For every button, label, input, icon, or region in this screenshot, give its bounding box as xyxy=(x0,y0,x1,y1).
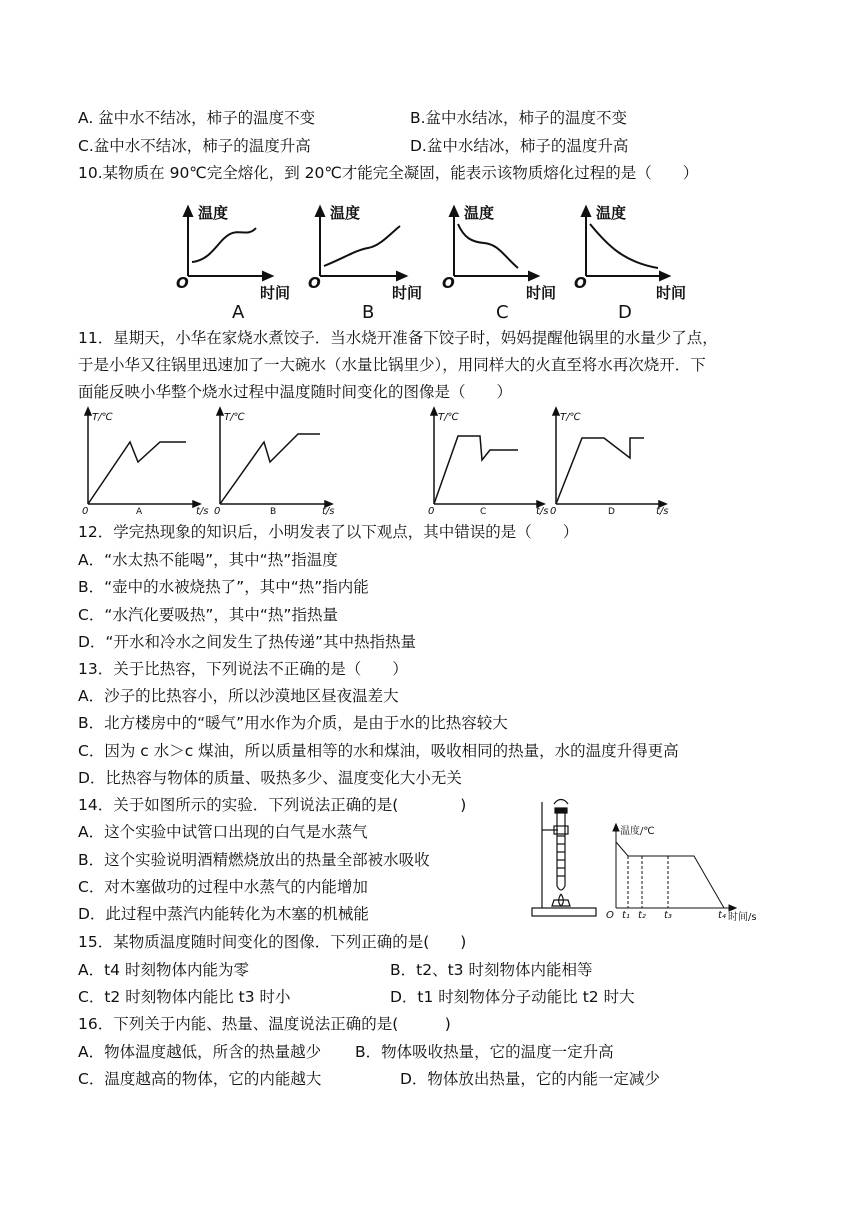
q15-option-d: D．t1 时刻物体分子动能比 t2 时大 xyxy=(390,988,635,1006)
q15-option-c: C．t2 时刻物体内能比 t3 时小 xyxy=(78,988,291,1006)
q10-letter-d: D xyxy=(618,302,632,323)
q11-letter-a: A xyxy=(136,507,143,516)
q12-option-a: A．“水太热不能喝”，其中“热”指温度 xyxy=(78,551,338,569)
q16-option-a: A．物体温度越低，所含的热量越少 xyxy=(78,1043,322,1061)
q11-d-ylabel: T/℃ xyxy=(560,412,581,423)
q11-b-xlabel: t/s xyxy=(322,506,335,516)
q10-d-xlabel: 时间 xyxy=(656,284,687,302)
q13-option-d: D．比热容与物体的质量、吸热多少、温度变化大小无关 xyxy=(78,769,462,787)
q11-stem-line3: 面能反映小华整个烧水过程中温度随时间变化的图像是（ ） xyxy=(78,383,513,401)
q15-tick-t2: t₂ xyxy=(638,910,646,921)
q13-option-b: B．北方楼房中的“暖气”用水作为介质，是由于水的比热容较大 xyxy=(78,714,508,732)
q12-option-b: B．“壶中的水被烧热了”，其中“热”指内能 xyxy=(78,578,369,596)
q10-b-ylabel: 温度 xyxy=(330,204,361,222)
q15-tick-t1: t₁ xyxy=(622,910,630,921)
q10-a-ylabel: 温度 xyxy=(198,204,229,222)
q16-option-d: D．物体放出热量，它的内能一定减少 xyxy=(400,1070,660,1088)
q15-graph-xlabel: 时间/s xyxy=(728,912,757,923)
q10-d-ylabel: 温度 xyxy=(596,204,627,222)
q11-b-ylabel: T/℃ xyxy=(224,412,245,423)
q11-letter-b: B xyxy=(270,507,277,516)
q11-graphs-figure xyxy=(78,404,678,516)
q10-stem: 10.某物质在 90℃完全熔化，到 20℃才能完全凝固，能表示该物质熔化过程的是（ ） xyxy=(78,164,699,182)
q12-stem: 12．学完热现象的知识后，小明发表了以下观点，其中错误的是（ ） xyxy=(78,523,579,541)
q10-a-xlabel: 时间 xyxy=(260,284,291,302)
q11-b-origin: 0 xyxy=(214,506,221,516)
q11-stem-line2: 于是小华又往锅里迅速加了一大碗水（水量比锅里少），用同样大的火直至将水再次烧开．下 xyxy=(78,356,706,374)
q14-option-d: D．此过程中蒸汽内能转化为木塞的机械能 xyxy=(78,905,369,923)
q10-a-origin: O xyxy=(176,274,189,292)
q11-letter-d: D xyxy=(608,507,615,516)
test-tube-apparatus-illustration xyxy=(528,796,602,922)
q11-a-origin: 0 xyxy=(82,506,89,516)
q10-b-xlabel: 时间 xyxy=(392,284,423,302)
q10-b-origin: O xyxy=(308,274,321,292)
q14-option-b: B．这个实验说明酒精燃烧放出的热量全部被水吸收 xyxy=(78,851,430,869)
q9-option-a: A. 盆中水不结冰，柿子的温度不变 xyxy=(78,109,316,127)
q15-tick-t4: t₄ xyxy=(718,910,726,921)
q10-c-xlabel: 时间 xyxy=(526,284,557,302)
q12-option-c: C．“水汽化要吸热”，其中“热”指热量 xyxy=(78,606,338,624)
q15-graph-origin: O xyxy=(606,910,614,921)
q11-letter-c: C xyxy=(480,507,487,516)
q14-option-c: C．对木塞做功的过程中水蒸气的内能增加 xyxy=(78,878,368,896)
q10-letter-a: A xyxy=(232,302,245,323)
q14-stem: 14．关于如图所示的实验．下列说法正确的是( ) xyxy=(78,796,467,814)
q10-letter-c: C xyxy=(496,302,509,323)
q16-option-c: C．温度越高的物体，它的内能越大 xyxy=(78,1070,322,1088)
q11-d-xlabel: t/s xyxy=(656,506,669,516)
q15-temperature-graph xyxy=(604,820,774,924)
q11-a-ylabel: T/℃ xyxy=(92,412,113,423)
q15-option-b: B．t2、t3 时刻物体内能相等 xyxy=(390,961,593,979)
q11-c-xlabel: t/s xyxy=(536,506,549,516)
q11-stem-line1: 11．星期天，小华在家烧水煮饺子．当水烧开准备下饺子时，妈妈提醒他锅里的水量少了点， xyxy=(78,329,718,347)
q10-c-origin: O xyxy=(442,274,455,292)
q15-tick-t3: t₃ xyxy=(664,910,672,921)
q15-graph-ylabel: 温度/℃ xyxy=(620,826,655,837)
q9-option-c: C.盆中水不结冰，柿子的温度升高 xyxy=(78,137,311,155)
q10-c-ylabel: 温度 xyxy=(464,204,495,222)
q11-c-ylabel: T/℃ xyxy=(438,412,459,423)
q11-d-origin: 0 xyxy=(550,506,557,516)
q9-option-b: B.盆中水结冰，柿子的温度不变 xyxy=(410,109,628,127)
q10-letter-b: B xyxy=(362,302,375,323)
q15-option-a: A．t4 时刻物体内能为零 xyxy=(78,961,249,979)
q11-c-origin: 0 xyxy=(428,506,435,516)
q11-a-xlabel: t/s xyxy=(196,506,209,516)
q16-option-b: B．物体吸收热量，它的温度一定升高 xyxy=(355,1043,614,1061)
q15-stem: 15．某物质温度随时间变化的图像．下列正确的是( ) xyxy=(78,933,467,951)
q14-option-a: A．这个实验中试管口出现的白气是水蒸气 xyxy=(78,823,368,841)
q9-option-d: D.盆中水结冰，柿子的温度升高 xyxy=(410,137,629,155)
q10-graphs-figure xyxy=(168,198,708,323)
q13-stem: 13．关于比热容，下列说法不正确的是（ ） xyxy=(78,660,408,678)
q10-d-origin: O xyxy=(574,274,587,292)
q13-option-c: C．因为 c 水＞c 煤油，所以质量相等的水和煤油，吸收相同的热量，水的温度升得更高 xyxy=(78,742,679,760)
q12-option-d: D．“开水和冷水之间发生了热传递”其中热指热量 xyxy=(78,633,416,651)
q13-option-a: A．沙子的比热容小，所以沙漠地区昼夜温差大 xyxy=(78,687,399,705)
q16-stem: 16．下列关于内能、热量、温度说法正确的是( ) xyxy=(78,1015,451,1033)
